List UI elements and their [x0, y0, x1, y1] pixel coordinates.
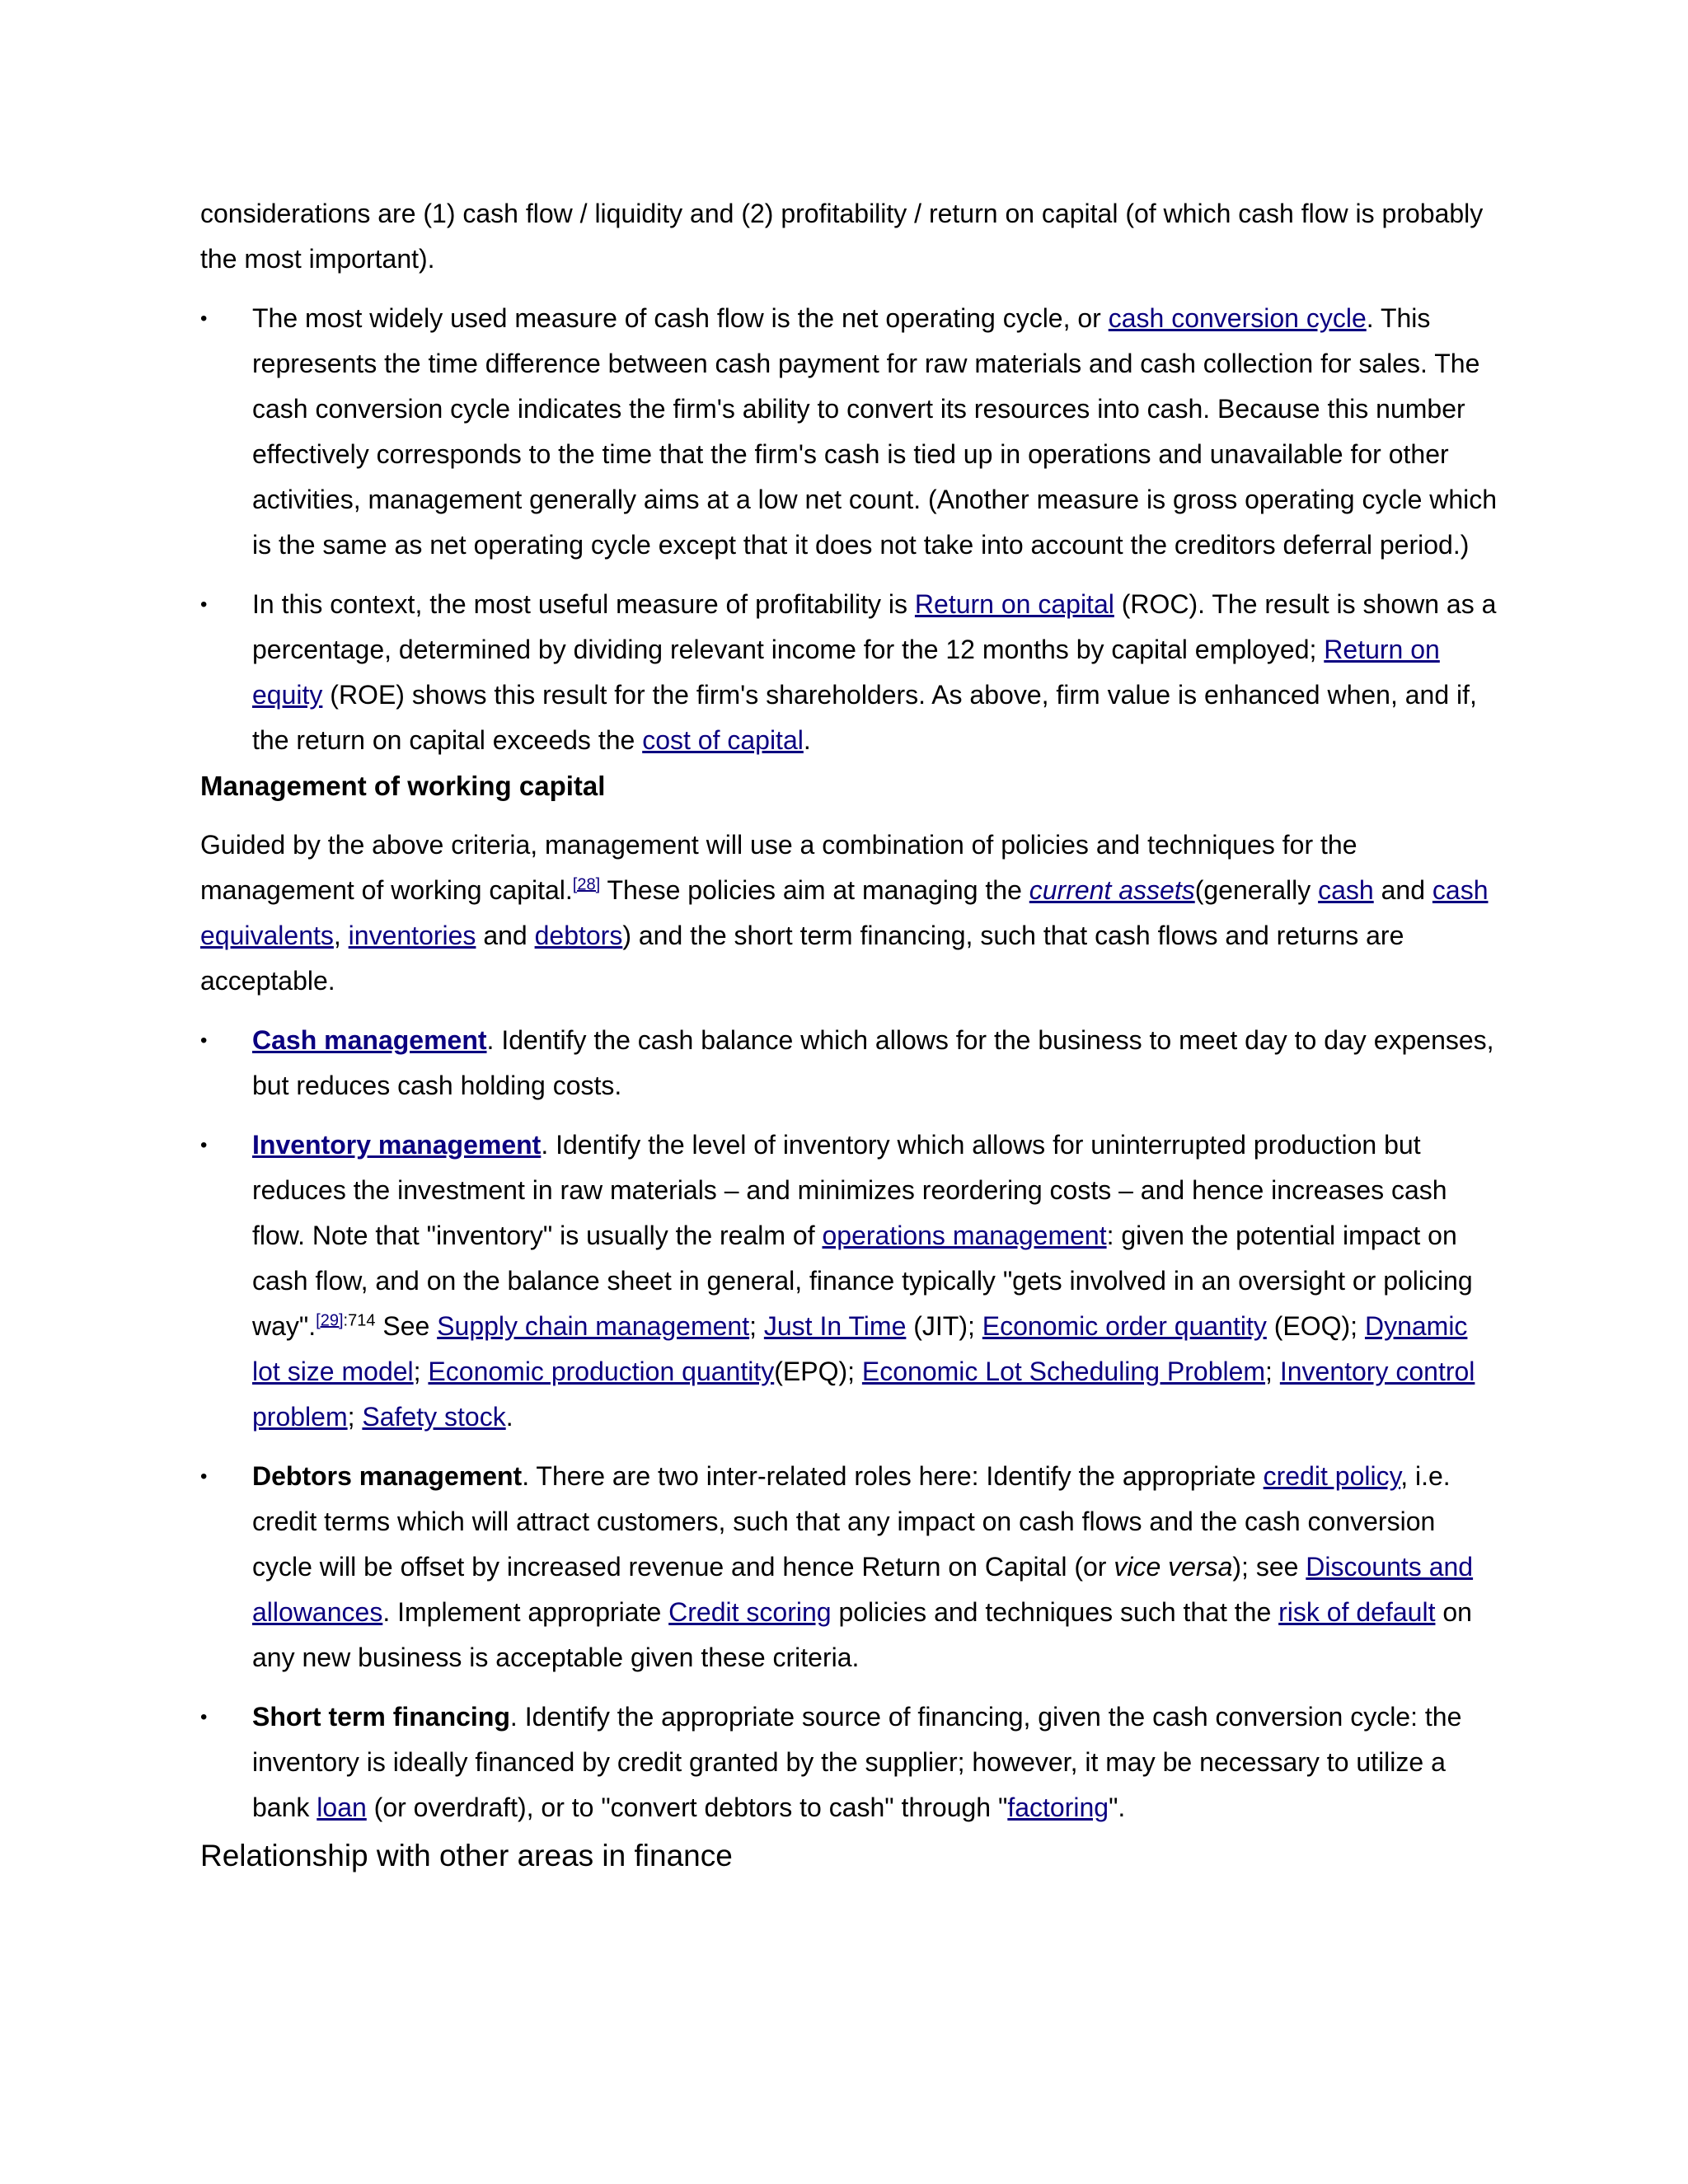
citation-page: :714: [343, 1311, 376, 1330]
citation-28[interactable]: [28]: [572, 875, 601, 894]
list-item-short-term-financing: • Short term financing. Identify the appropriate source of financing, given the cash conversion cycle: the inventory is ideally financed by credit granted by the supplier; however, it may be necessary to utilize a bank loan (or overdraft), or to "convert debtors to cash" through "factoring".: [200, 1694, 1503, 1830]
techniques-list: [200, 1018, 1503, 1830]
link-cash[interactable]: cash: [1318, 875, 1374, 905]
link-economic-order-quantity[interactable]: Economic order quantity: [982, 1311, 1267, 1341]
link-operations-management[interactable]: operations management: [822, 1221, 1107, 1250]
list-item-inventory-management: • Inventory management. Identify the level of inventory which allows for uninterrupted production but reduces the investment in raw materials – and minimizes reordering costs – and hence increases cash flow. Note that "inventory" is usually the realm of operations management: given the potential impact on cash flow, and on the balance sheet in general, finance typically "gets involved in an oversight or policing way".$^{[29]:714}$ See Supply chain management; Just In Time (JIT); Economic order quantity (EOQ); Dynamic lot size model; Economic production quantity(EPQ); Economic Lot Scheduling Problem; Inventory control problem; Safety stock.: [200, 1122, 1503, 1440]
criteria-list: [200, 296, 1503, 763]
link-cash-conversion-cycle[interactable]: cash conversion cycle: [1108, 303, 1367, 333]
debtors-management-title: Debtors management: [252, 1461, 523, 1491]
section-heading-relationship: Relationship with other areas in finance: [200, 1839, 733, 1872]
link-credit-policy[interactable]: credit policy: [1263, 1461, 1401, 1491]
link-dynamic-lot-size-model[interactable]: Dynamic lot size model: [252, 1311, 1468, 1386]
management-paragraph: Guided by the above criteria, management will use a combination of policies and techniques for the management of working capital.[28] These policies aim at managing the current assets(generally cash and cash equivalents, inventories and debtors) and the short term financing, such that cash flows and returns are acceptable.: [200, 830, 1489, 996]
link-credit-scoring[interactable]: Credit scoring: [668, 1597, 832, 1627]
link-safety-stock[interactable]: Safety stock: [362, 1402, 506, 1432]
link-factoring[interactable]: factoring: [1007, 1793, 1109, 1822]
link-economic-lot-scheduling-problem[interactable]: Economic Lot Scheduling Problem: [861, 1357, 1266, 1386]
link-supply-chain-management[interactable]: Supply chain management: [437, 1311, 750, 1341]
link-inventory-management[interactable]: Inventory management: [252, 1130, 542, 1160]
link-economic-production-quantity[interactable]: Economic production quantity: [428, 1357, 775, 1386]
link-cost-of-capital[interactable]: cost of capital: [642, 725, 804, 755]
link-cash-equivalents[interactable]: cash equivalents: [200, 875, 1489, 950]
citation-29[interactable]: [29]: [316, 1311, 344, 1330]
link-return-on-equity[interactable]: Return on equity: [252, 635, 1440, 710]
link-risk-of-default[interactable]: risk of default: [1278, 1597, 1436, 1627]
link-debtors[interactable]: debtors: [534, 921, 623, 950]
short-term-financing-title: Short term financing: [252, 1702, 510, 1732]
article-body: [200, 191, 1503, 1882]
list-item-profitability: • In this context, the most useful measure of profitability is Return on capital (ROC). The result is shown as a percentage, determined by dividing relevant income for the 12 months by capital employed; Return on equity (ROE) shows this result for the firm's shareholders. As above, firm value is enhanced when, and if, the return on capital exceeds the cost of capital.: [200, 582, 1503, 763]
link-discounts-and-allowances[interactable]: Discounts and allowances: [252, 1552, 1474, 1627]
link-current-assets[interactable]: current assets: [1029, 875, 1195, 905]
section-heading-management: Management of working capital: [200, 771, 606, 801]
link-return-on-capital[interactable]: Return on capital: [914, 589, 1114, 619]
list-item-cash-flow: • The most widely used measure of cash flow is the net operating cycle, or cash conversion cycle. This represents the time difference between cash payment for raw materials and cash collection for sales. The cash conversion cycle indicates the firm's ability to convert its resources into cash. Because this number effectively corresponds to the time that the firm's cash is tied up in operations and unavailable for other activities, management generally aims at a low net count. (Another measure is gross operating cycle which is the same as net operating cycle except that it does not take into account the creditors deferral period.): [200, 296, 1503, 568]
link-cash-management[interactable]: Cash management: [252, 1025, 487, 1055]
list-item-cash-management: • Cash management. Identify the cash balance which allows for the business to meet day to day expenses, but reduces cash holding costs.: [200, 1018, 1503, 1108]
intro-paragraph: considerations are (1) cash flow / liquidity and (2) profitability / return on capital (of which cash flow is probably the most important).: [200, 199, 1484, 274]
link-inventories[interactable]: inventories: [348, 921, 476, 950]
link-inventory-control-problem[interactable]: Inventory control problem: [252, 1357, 1475, 1432]
link-loan[interactable]: loan: [316, 1793, 367, 1822]
list-item-debtors-management: • Debtors management. There are two inter-related roles here: Identify the appropriate credit policy, i.e. credit terms which will attract customers, such that any impact on cash flows and the cash conversion cycle will be offset by increased revenue and hence Return on Capital (or vice versa); see Discounts and allowances. Implement appropriate Credit scoring policies and techniques such that the risk of default on any new business is acceptable given these criteria.: [200, 1454, 1503, 1680]
link-just-in-time[interactable]: Just In Time: [763, 1311, 907, 1341]
